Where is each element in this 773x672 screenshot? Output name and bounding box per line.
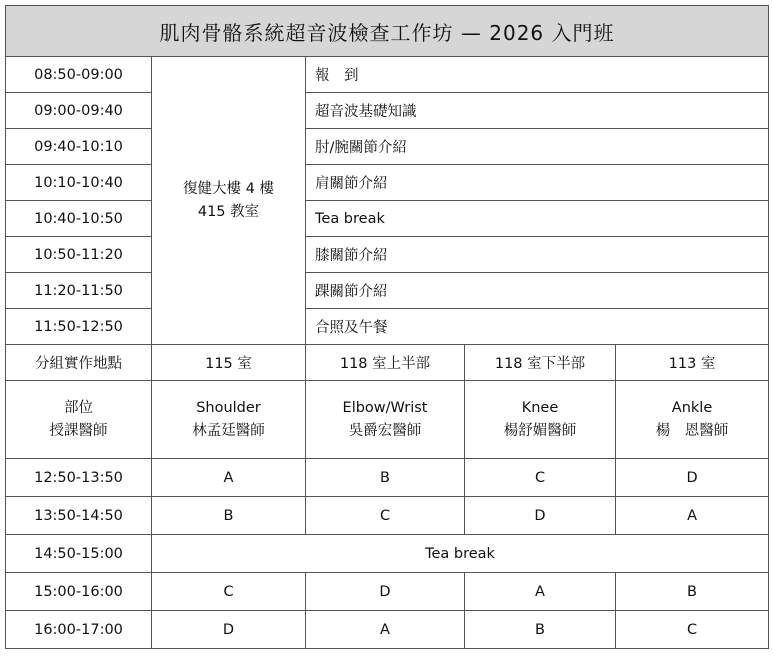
- room-cell: 118 室下半部: [465, 345, 616, 381]
- workshop-title: 肌肉骨骼系統超音波檢查工作坊 — 2026 入門班: [6, 6, 769, 57]
- group-cell: D: [616, 459, 769, 497]
- afternoon-row: [6, 459, 769, 497]
- time-cell: 13:50-14:50: [6, 497, 152, 535]
- station-label-cell: [6, 381, 152, 459]
- station-cell: [152, 381, 306, 459]
- tea-break-cell: Tea break: [152, 535, 769, 573]
- morning-row: [6, 165, 769, 201]
- station-cell: [616, 381, 769, 459]
- group-cell: B: [616, 573, 769, 611]
- time-cell: 11:20-11:50: [6, 273, 152, 309]
- group-cell: A: [152, 459, 306, 497]
- station-part: Knee: [521, 399, 559, 416]
- station-doctor: 楊 恩醫師: [655, 422, 729, 439]
- station-row: [6, 381, 769, 459]
- time-cell: 10:50-11:20: [6, 237, 152, 273]
- topic-cell: 踝關節介紹: [306, 273, 769, 309]
- topic-cell: 肩關節介紹: [306, 165, 769, 201]
- group-cell: C: [306, 497, 465, 535]
- time-cell: 09:00-09:40: [6, 93, 152, 129]
- group-cell: C: [152, 573, 306, 611]
- morning-row: [6, 273, 769, 309]
- afternoon-break-row: [6, 535, 769, 573]
- group-cell: D: [465, 497, 616, 535]
- time-cell: 14:50-15:00: [6, 535, 152, 573]
- afternoon-row: [6, 497, 769, 535]
- time-cell: 11:50-12:50: [6, 309, 152, 345]
- station-part: Elbow/Wrist: [342, 399, 428, 416]
- time-cell: 10:10-10:40: [6, 165, 152, 201]
- time-cell: 10:40-10:50: [6, 201, 152, 237]
- station-doctor: 吳爵宏醫師: [348, 422, 422, 439]
- room-cell: 115 室: [152, 345, 306, 381]
- station-doctor: 林孟廷醫師: [192, 422, 265, 439]
- time-cell: 16:00-17:00: [6, 611, 152, 649]
- group-cell: D: [152, 611, 306, 649]
- group-cell: C: [616, 611, 769, 649]
- topic-cell: 膝關節介紹: [306, 237, 769, 273]
- station-part: Shoulder: [196, 399, 261, 416]
- station-doctor: 楊舒媚醫師: [503, 422, 577, 439]
- station-cell: [306, 381, 465, 459]
- morning-row: [6, 93, 769, 129]
- time-cell: 08:50-09:00: [6, 57, 152, 93]
- station-part: Ankle: [671, 399, 713, 416]
- group-location-label: 分組實作地點: [6, 345, 152, 381]
- group-cell: A: [306, 611, 465, 649]
- venue-cell: [152, 57, 306, 345]
- topic-cell: Tea break: [306, 201, 769, 237]
- morning-row: [6, 237, 769, 273]
- morning-row: [6, 57, 769, 93]
- group-cell: B: [306, 459, 465, 497]
- station-cell: [465, 381, 616, 459]
- station-label-part: 部位: [64, 399, 93, 416]
- topic-cell: 合照及午餐: [306, 309, 769, 345]
- group-cell: A: [465, 573, 616, 611]
- room-cell: 118 室上半部: [306, 345, 465, 381]
- group-cell: A: [616, 497, 769, 535]
- morning-row: [6, 129, 769, 165]
- schedule-table: [5, 5, 769, 649]
- time-cell: 15:00-16:00: [6, 573, 152, 611]
- group-cell: C: [465, 459, 616, 497]
- time-cell: 09:40-10:10: [6, 129, 152, 165]
- topic-cell: 報 到: [306, 57, 769, 93]
- group-cell: D: [306, 573, 465, 611]
- room-cell: 113 室: [616, 345, 769, 381]
- afternoon-row: [6, 611, 769, 649]
- topic-cell: 肘/腕關節介紹: [306, 129, 769, 165]
- morning-row: [6, 201, 769, 237]
- venue-building: 復健大樓 4 樓: [183, 180, 274, 197]
- group-cell: B: [465, 611, 616, 649]
- station-label-doctor: 授課醫師: [49, 422, 108, 439]
- morning-row: [6, 309, 769, 345]
- time-cell: 12:50-13:50: [6, 459, 152, 497]
- group-cell: B: [152, 497, 306, 535]
- afternoon-row: [6, 573, 769, 611]
- venue-room: 415 教室: [197, 203, 260, 220]
- group-location-row: [6, 345, 769, 381]
- topic-cell: 超音波基礎知識: [306, 93, 769, 129]
